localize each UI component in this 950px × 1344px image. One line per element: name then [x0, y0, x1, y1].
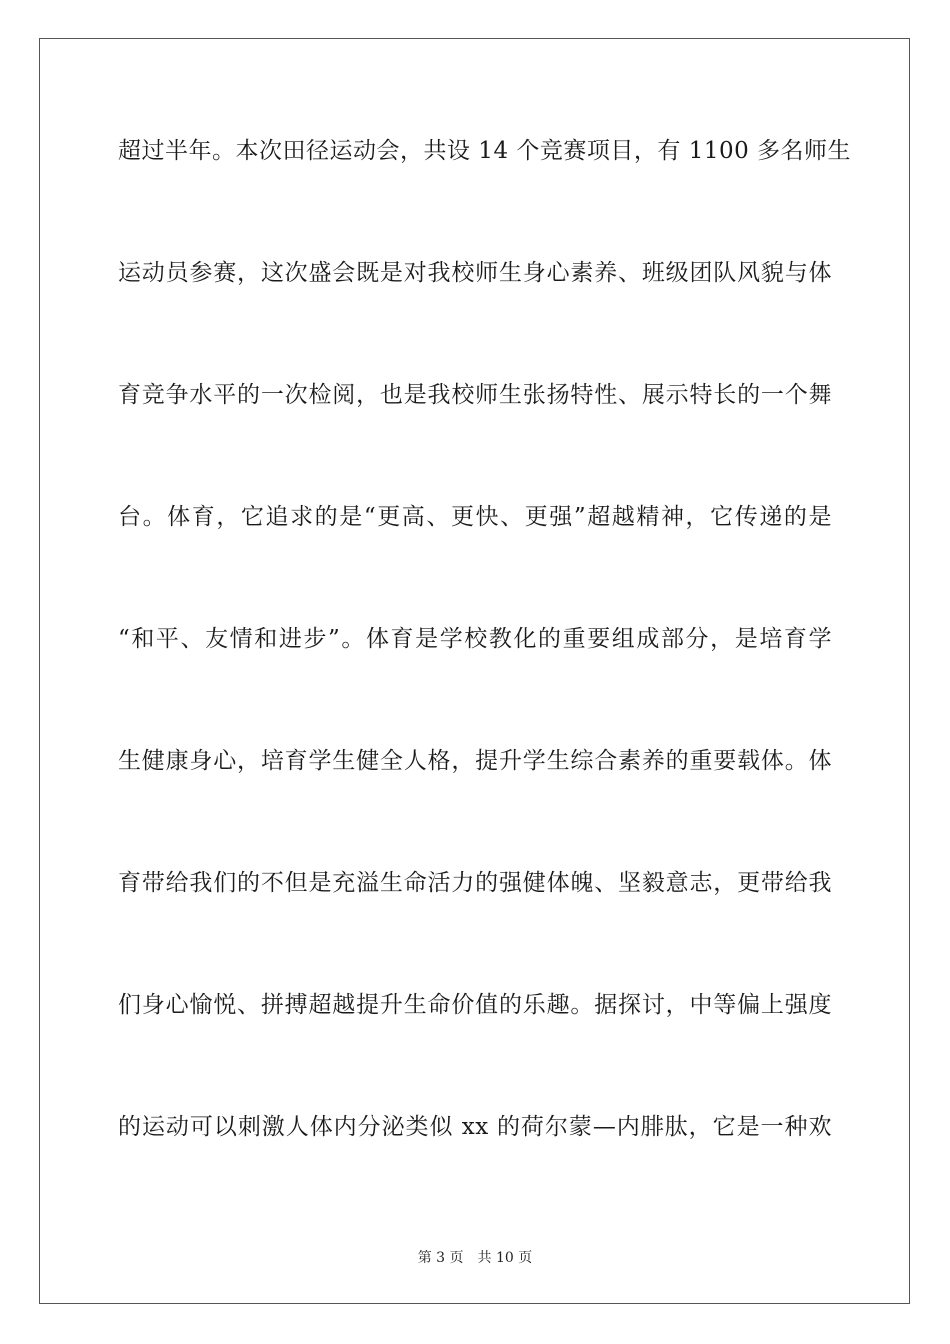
- text-line-1: 超过半年。本次田径运动会，共设 14 个竞赛项目，有 1100 多名师生: [118, 138, 852, 164]
- page-number: 第 3 页: [417, 1250, 464, 1266]
- page-footer: [0, 1247, 950, 1267]
- text-line-2: 运动员参赛，这次盛会既是对我校师生身心素养、班级团队风貌与体: [118, 260, 832, 286]
- text-line-9: 的运动可以刺激人体内分泌类似 xx 的荷尔蒙—内腓肽，它是一种欢: [118, 1114, 832, 1140]
- text-line-6: 生健康身心，培育学生健全人格，提升学生综合素养的重要载体。体: [118, 748, 832, 774]
- document-body: [118, 128, 852, 1226]
- text-line-7: 育带给我们的不但是充溢生命活力的强健体魄、坚毅意志，更带给我: [118, 870, 832, 896]
- text-line-5: “和平、友情和进步”。体育是学校教化的重要组成部分，是培育学: [118, 626, 832, 652]
- total-pages: 共 10 页: [477, 1250, 533, 1266]
- text-line-4: 台。体育，它追求的是“更高、更快、更强”超越精神，它传递的是: [118, 504, 832, 530]
- text-line-3: 育竞争水平的一次检阅，也是我校师生张扬特性、展示特长的一个舞: [118, 382, 832, 408]
- text-line-8: 们身心愉悦、拼搏超越提升生命价值的乐趣。据探讨，中等偏上强度: [118, 992, 832, 1018]
